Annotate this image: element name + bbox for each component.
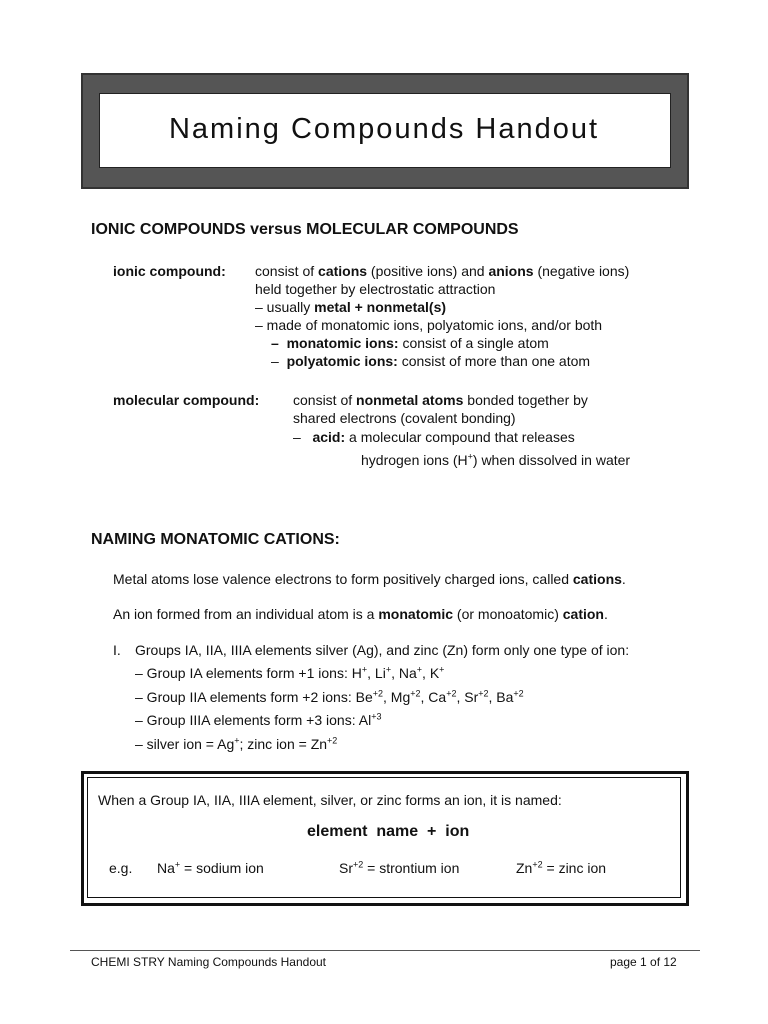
group-ia-line: – Group IA elements form +1 ions: H+, Li+, Na+, K+ (135, 664, 445, 681)
molecular-def-line1: consist of nonmetal atoms bonded together by (293, 392, 588, 408)
group-iia-ion-mg: $Mg^{+2}$, (390, 688, 429, 705)
callout-intro: When a Group IA, IIA, IIIA element, silver, or zinc forms an ion, it is named: (98, 792, 562, 808)
page-title: Naming Compounds Handout (168, 113, 600, 145)
molecular-def-line4: hydrogen ions (H+) when dissolved in water (361, 451, 631, 468)
group-iia-ion-ba: $Ba^{+2}$ (496, 688, 524, 705)
group-ia-ion-li: Li+, (374, 664, 399, 681)
term-ionic-compound: ionic compound: (113, 263, 226, 279)
list-item-number: I. (113, 642, 121, 658)
callout-eg-label: e.g. (109, 860, 133, 876)
callout-rule: element name + ion (307, 823, 470, 840)
example-strontium: $Sr^{+2}$ = strontium ion (339, 859, 460, 876)
ionic-def-line5: – monatomic ions: consist of a single atom (271, 335, 549, 351)
ionic-def-line3: – usually metal + nonmetal(s) (255, 299, 447, 315)
group-iia-line: – Group IIA elements form +2 ions: $Be^{+2}$, $Mg^{+2}$, $Ca^{+2}$, $Sr^{+2}$, $Ba^{+2}$ (135, 688, 524, 705)
section-heading-ionic-vs-molecular: IONIC COMPOUNDS versus MOLECULAR COMPOUNDS (91, 221, 519, 238)
group-iiia-line: – Group IIIA elements form +3 ions: $Al^{+3}$ (135, 711, 382, 728)
molecular-def-line3: – acid: a molecular compound that releases (293, 429, 575, 445)
ionic-def-line4: – made of monatomic ions, polyatomic ions, and/or both (255, 317, 603, 333)
group-iia-ion-be: $Be^{+2}$, (355, 688, 391, 705)
footer-title: CHEMI STRY Naming Compounds Handout (91, 955, 326, 969)
group-ia-ion-na: Na+, (398, 664, 430, 681)
group-iia-ion-ca: $Ca^{+2}$, (428, 688, 465, 705)
section-heading-monatomic-cations: NAMING MONATOMIC CATIONS: (91, 531, 340, 548)
example-zinc: $Zn^{+2}$ = zinc ion (516, 859, 607, 876)
group-ia-ion-h: H+, (351, 664, 375, 681)
example-sodium: Na+ = sodium ion (157, 859, 264, 876)
term-molecular-compound: molecular compound: (113, 392, 260, 408)
monatomic-paragraph: An ion formed from an individual atom is a monatomic (or monoatomic) cation. (113, 606, 608, 622)
ionic-def-line2: held together by electrostatic attraction (255, 281, 496, 297)
list-item-text: Groups IA, IIA, IIIA elements silver (Ag), and zinc (Zn) form only one type of ion: (135, 642, 630, 658)
ionic-def-line1: consist of cations (positive ions) and anions (negative ions) (255, 263, 630, 279)
silver-zinc-line: – silver ion = Ag+; zinc ion = $Zn^{+2}$ (135, 735, 338, 752)
footer-rule (70, 950, 700, 951)
group-ia-ion-k: K+ (429, 664, 445, 681)
ionic-def-line6: – polyatomic ions: consist of more than one atom (271, 353, 591, 369)
group-iia-ion-sr: $Sr^{+2}$, (464, 688, 497, 705)
footer-page-number: page 1 of 12 (610, 955, 677, 969)
cations-paragraph: Metal atoms lose valence electrons to form positively charged ions, called cations. (113, 571, 626, 587)
molecular-def-line2: shared electrons (covalent bonding) (293, 410, 516, 426)
